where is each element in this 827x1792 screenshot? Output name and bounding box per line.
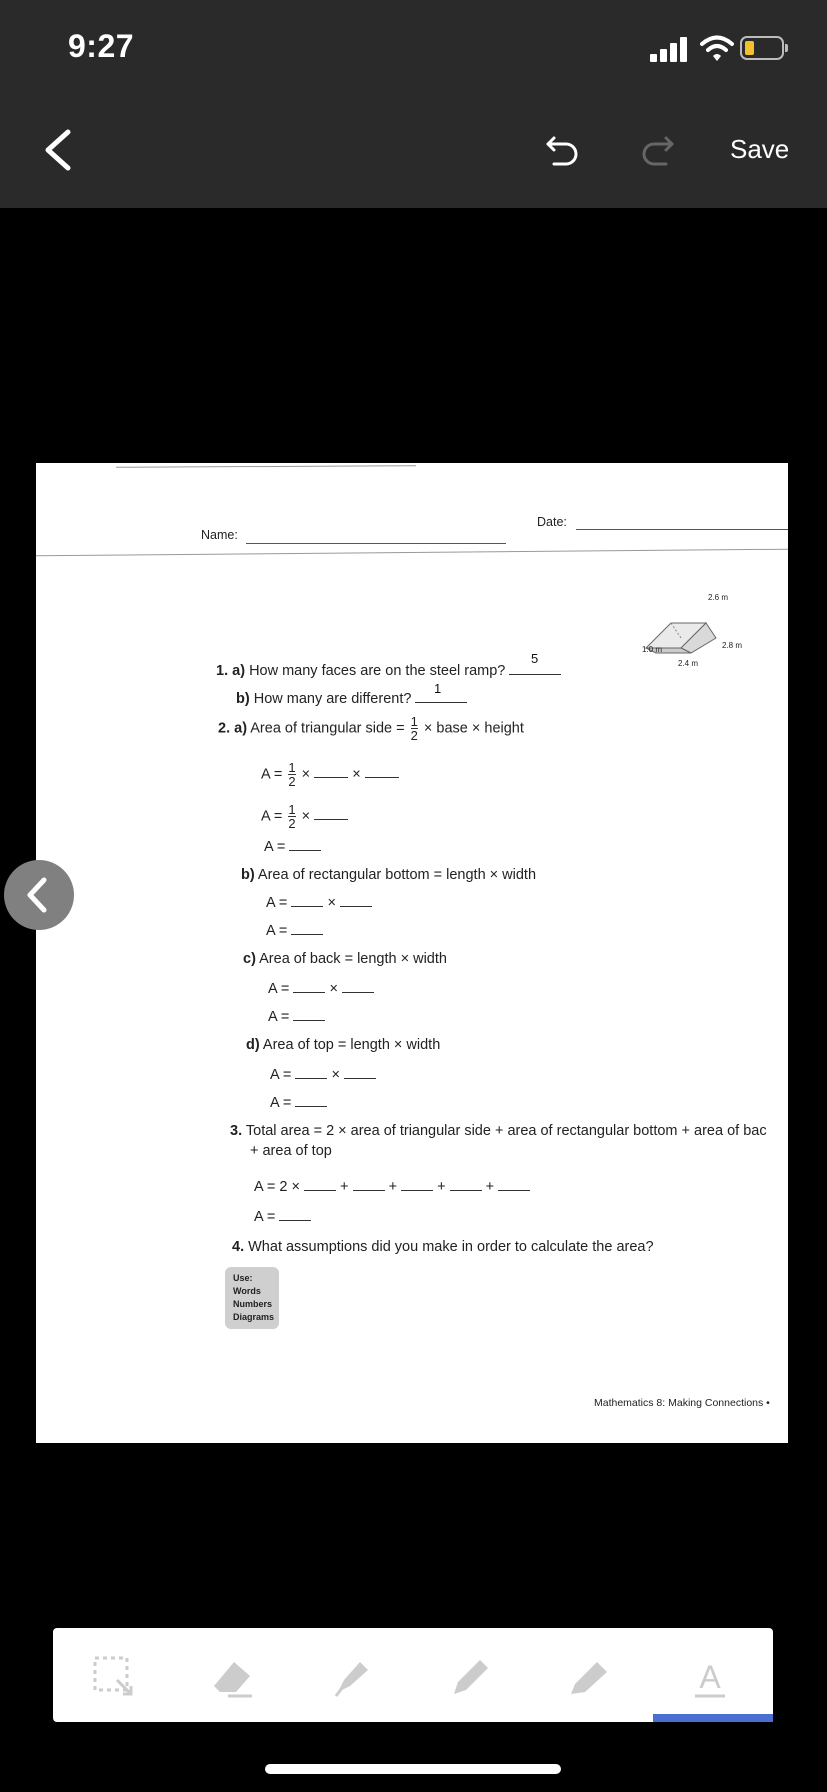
eraser-tool-button[interactable] (208, 1652, 258, 1702)
eq-2a-3: A = (264, 839, 321, 855)
back-button[interactable] (40, 128, 76, 172)
page-footer: Mathematics 8: Making Connections • (594, 1397, 770, 1409)
svg-text:A: A (699, 1659, 721, 1695)
date-label: Date: (537, 515, 567, 529)
redo-button (640, 132, 676, 168)
eq-3-1: A = 2 × + + + + (254, 1179, 530, 1195)
chevron-left-icon (4, 860, 74, 930)
highlighter-tool-button[interactable] (328, 1652, 378, 1702)
battery-icon (740, 36, 784, 60)
figure-dim-right: 2.8 m (722, 641, 743, 650)
question-2c: c) Area of back = length × width (243, 951, 447, 967)
use-hint-box: Use: Words Numbers Diagrams (225, 1267, 279, 1329)
figure-dim-top: 2.6 m (708, 593, 729, 602)
question-1b: b) How many are different? (236, 691, 467, 707)
previous-page-button[interactable] (4, 860, 74, 930)
question-2a: 2. a) Area of triangular side = $\frac{1}{2}$ × base × height (218, 714, 524, 743)
eq-2b-1: A = × (266, 895, 372, 911)
eq-2c-1: A = × (268, 981, 374, 997)
signal-icon (650, 36, 692, 62)
eq-2d-2: A = (270, 1095, 327, 1111)
select-tool-button[interactable] (89, 1652, 139, 1702)
figure-dim-bottom: 2.4 m (678, 659, 699, 668)
answer-1b: 1 (434, 681, 442, 696)
figure-dim-left: 1.0 m (642, 645, 663, 654)
undo-button[interactable] (544, 132, 580, 168)
active-tool-indicator (653, 1714, 773, 1722)
eq-2a-1: A = $\frac{1}{2}$ × × (261, 761, 399, 788)
wifi-icon (700, 34, 734, 62)
eq-2d-1: A = × (270, 1067, 376, 1083)
eq-2a-2: A = $\frac{1}{2}$ × (261, 803, 348, 830)
marker-tool-button[interactable] (565, 1652, 615, 1702)
name-label: Name: (201, 528, 238, 542)
pen-tool-button[interactable] (446, 1652, 496, 1702)
answer-1a: 5 (531, 651, 539, 666)
worksheet-page (36, 463, 788, 1443)
status-time: 9:27 (68, 28, 135, 64)
question-3-cont: + area of top (250, 1143, 332, 1159)
question-4: 4. What assumptions did you make in order to calculate the area? (232, 1239, 654, 1255)
question-2d: d) Area of top = length × width (246, 1037, 441, 1053)
question-3: 3. Total area = 2 × area of triangular side + area of rectangular bottom + area of bac (230, 1123, 767, 1139)
markup-toolbar (53, 1628, 773, 1722)
question-1a: 1. a) How many faces are on the steel ramp? (216, 663, 561, 679)
eq-2b-2: A = (266, 923, 323, 939)
eq-2c-2: A = (268, 1009, 325, 1025)
home-indicator (265, 1764, 561, 1774)
text-tool-button[interactable] (685, 1652, 735, 1702)
question-2b: b) Area of rectangular bottom = length × width (241, 867, 537, 883)
save-button[interactable]: Save (730, 134, 790, 164)
eq-3-2: A = (254, 1209, 311, 1225)
